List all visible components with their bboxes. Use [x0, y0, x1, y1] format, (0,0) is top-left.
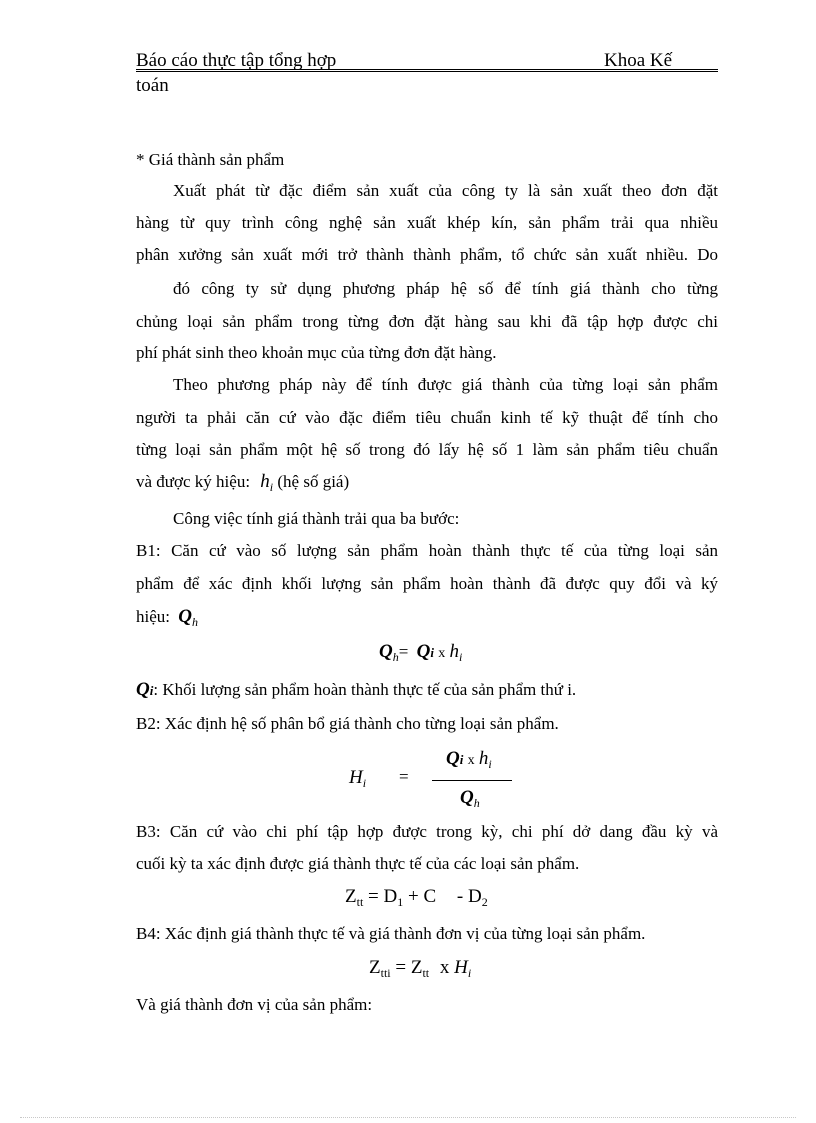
b1-last-prefix: hiệu:: [136, 607, 170, 626]
num-q: Q: [446, 748, 460, 769]
p1-line-1: Xuất phát từ đặc điểm sản xuất của công ty là sản xuất theo đơn đặt: [173, 181, 718, 200]
ztt-minus: -: [456, 886, 464, 907]
b4-line: B4: Xác định giá thành thực tế và giá thành đơn vị của từng loại sản phẩm.: [136, 924, 646, 943]
formula-qh-eq: =: [398, 642, 409, 661]
symbol-h: h: [260, 471, 270, 492]
formula-times: x: [438, 646, 446, 661]
b1-line-2: phẩm để xác định khối lượng sản phẩm hoàn thành đã được quy đổi và ký: [136, 574, 718, 593]
num-h: h: [478, 748, 489, 769]
ztti-Z2: Z: [410, 957, 423, 978]
formula-hi-eq: =: [399, 767, 409, 786]
qi-description: : Khối lượng sản phẩm hoàn thành thực tế của sản phẩm thứ i.: [153, 680, 577, 699]
ztt-D2: D: [467, 886, 482, 907]
formula-qh-q: Q: [379, 641, 393, 662]
symbol-q: Q: [178, 606, 192, 627]
b2-line: B2: Xác định hệ số phân bổ giá thành cho từng loại sản phẩm.: [136, 714, 559, 733]
ztti-sub: tti: [380, 966, 391, 980]
header-left: Báo cáo thực tập tổng hợp: [136, 50, 337, 71]
formula-hi-lhs: [349, 767, 366, 789]
num-h-sub: i: [488, 757, 492, 771]
num-q-sub: i: [459, 752, 464, 767]
ztt-eq: =: [368, 886, 379, 907]
formula-h-sub: i: [458, 650, 463, 664]
p2-line-3: phí phát sinh theo khoản mục của từng đơn đặt hàng.: [136, 343, 497, 362]
ztti-eq: =: [395, 957, 407, 978]
qi-symbol-q: Q: [136, 679, 150, 700]
qi-symbol-sub: i: [149, 683, 154, 698]
ztti-Z2-sub: tt: [422, 966, 430, 980]
formula-ztt: [345, 886, 488, 908]
formula-hi-H: H: [349, 767, 363, 788]
b1-line-1: B1: Căn cứ vào số lượng sản phẩm hoàn thành thực tế của từng loại sản: [136, 541, 718, 560]
b3-line-1: B3: Căn cứ vào chi phí tập hợp được trong kỳ, chi phí dở dang đầu kỳ và: [136, 822, 718, 841]
formula-qh: [379, 641, 462, 663]
ztt-plus: +: [407, 886, 419, 907]
formula-qh-sub: h: [392, 650, 399, 664]
fraction-denominator: [460, 787, 480, 809]
steps-intro: Công việc tính giá thành trải qua ba bước:: [173, 509, 460, 528]
p3-last-suffix: (hệ số giá): [277, 472, 350, 491]
section-title: * Giá thành sản phẩm: [136, 150, 285, 169]
closing-line: Và giá thành đơn vị của sản phẩm:: [136, 995, 373, 1014]
ztti-Z: Z: [369, 957, 381, 978]
fraction-bar: [432, 780, 512, 781]
num-times: x: [467, 753, 475, 768]
fraction-numerator: [446, 748, 492, 770]
p2-line-1: đó công ty sử dụng phương pháp hệ số để tính giá thành cho từng: [173, 279, 718, 298]
header-continuation: toán: [136, 75, 169, 96]
header-rule-2: [136, 71, 718, 72]
den-q: Q: [460, 787, 474, 808]
p3-line-3: từng loại sản phẩm một hệ số trong đó lấy hệ số 1 làm sản phẩm tiêu chuẩn: [136, 440, 718, 459]
ztt-D2-sub: 2: [481, 895, 488, 909]
p3-line-4: [136, 472, 718, 493]
ztt-sub: tt: [356, 895, 364, 909]
p1-line-3: phân xưởng sản xuất mới trở thành thành phẩm, tổ chức sản xuất nhiều. Do: [136, 245, 718, 264]
p2-line-2: chủng loại sản phẩm trong từng đơn đặt hàng sau khi đã tập hợp được chi: [136, 312, 718, 331]
formula-ztti: [369, 957, 471, 979]
ztti-times: x: [439, 957, 450, 978]
p3-line-2: người ta phải căn cứ vào đặc điểm tiêu chuẩn kinh tế kỹ thuật để tính cho: [136, 408, 718, 427]
header-rule: [136, 69, 718, 70]
symbol-q-sub-h: h: [191, 615, 198, 629]
ztt-C: C: [423, 886, 437, 907]
ztt-D1: D: [383, 886, 398, 907]
header-right: Khoa Kế: [604, 50, 673, 71]
ztt-Z: Z: [345, 886, 357, 907]
symbol-h-sub-i: i: [269, 480, 274, 494]
formula-h: h: [449, 641, 459, 662]
ztti-H-sub: i: [467, 966, 472, 980]
ztti-H: H: [454, 957, 468, 978]
page-bottom-border: [20, 1117, 796, 1118]
formula-qi-q: Q: [416, 641, 431, 662]
b1-line-3: [136, 607, 718, 628]
formula-hi-sub: i: [362, 776, 367, 790]
formula-qi-sub: i: [430, 645, 434, 660]
den-q-sub: h: [473, 796, 480, 810]
p3-line-1: Theo phương pháp này để tính được giá thành của từng loại sản phẩm: [173, 375, 718, 394]
p3-last-prefix: và được ký hiệu:: [136, 472, 251, 491]
p1-line-2: hàng từ quy trình công nghệ sản xuất khép kín, sản phẩm trải qua nhiều: [136, 213, 718, 232]
ztt-D1-sub: 1: [397, 895, 404, 909]
qi-description-line: [136, 680, 718, 701]
b3-line-2: cuối kỳ ta xác định được giá thành thực tế của các loại sản phẩm.: [136, 854, 580, 873]
